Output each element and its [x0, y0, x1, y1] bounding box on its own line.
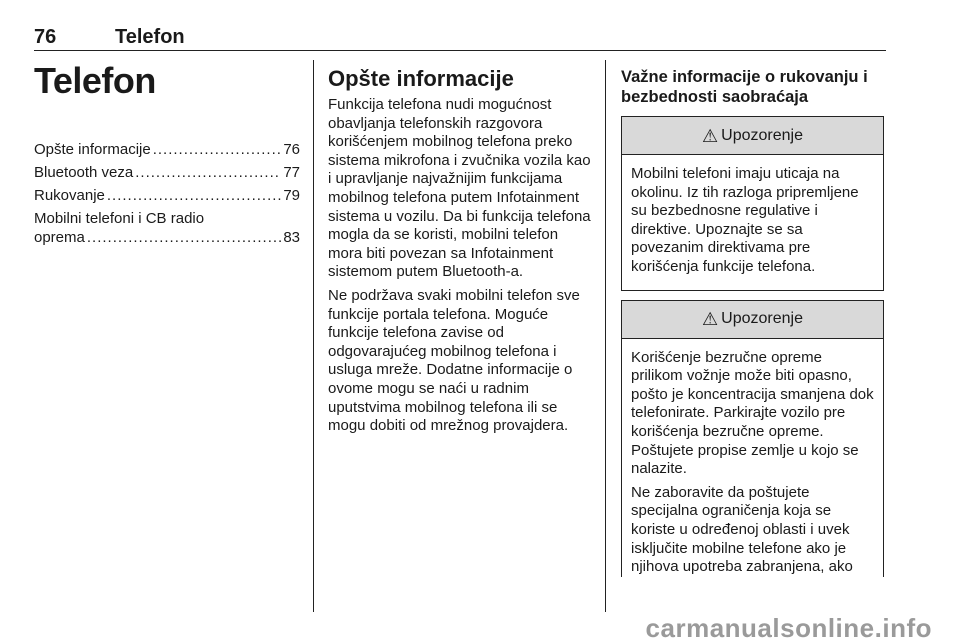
subsection-title: Važne informacije o rukovanju i bezbednosti saobraćaja: [621, 68, 868, 106]
warning-triangle-icon: ⚠: [702, 309, 719, 330]
paragraph: Funkcija telefona nudi mogućnost obavljanja telefonskih razgovora korišćenjem mobilnog telefona preko sistema mikrofona i zvučnika vozila kao i upravljanje najvažnijim funkcijama mobilnog telefona putem Infotainment sistema u vozilu. Da bi funkcija telefona mogla da se koristi, mobilni telefon mora biti povezan sa Infotainment sistemom putem Bluetooth-a.: [328, 96, 591, 281]
warning-label: Upozorenje: [721, 310, 803, 328]
toc-label-continued: oprema: [34, 229, 85, 246]
chapter-title: Telefon: [34, 60, 156, 101]
toc-label: Mobilni telefoni i CB radio: [34, 210, 205, 227]
column-safety-info: [621, 58, 884, 586]
page-number: 76: [34, 26, 57, 48]
toc-page-number: 77: [283, 164, 300, 181]
toc-entry[interactable]: [34, 209, 300, 247]
toc-page-number: 76: [283, 141, 300, 158]
running-section-title: Telefon: [115, 26, 185, 48]
warning-box: [621, 116, 884, 291]
column-toc: [34, 58, 300, 251]
toc-leader: [87, 228, 281, 247]
toc-leader: [153, 140, 282, 159]
warning-text: Mobilni telefoni imaju uticaja na okolinu. Iz tih razloga pripremljene su bezbednosne regulative i direktive. Upoznajte se sa povezanim direktivama pre korišćenja funkcije telefona.: [631, 165, 859, 275]
column-general-info: [328, 58, 593, 441]
toc-entry[interactable]: [34, 186, 300, 205]
warning-body: [622, 339, 883, 577]
warning-label: Upozorenje: [721, 126, 803, 144]
warning-box: [621, 300, 884, 577]
toc-leader: [135, 163, 281, 182]
warning-triangle-icon: ⚠: [702, 125, 719, 146]
toc-label: Opšte informacije: [34, 141, 151, 158]
toc-label: Bluetooth veza: [34, 164, 134, 181]
page-header: [34, 26, 886, 51]
watermark: carmanualsonline.info: [645, 613, 932, 643]
toc-entry[interactable]: [34, 140, 300, 159]
warning-header: [622, 117, 883, 155]
warning-body: [622, 155, 883, 290]
toc-leader: [107, 186, 281, 205]
toc-page-number: 79: [283, 187, 300, 204]
warning-text: Korišćenje bezručne opreme prilikom vožnje može biti opasno, pošto je koncentracija smanjena dok telefonirate. Parkirajte vozilo pre korišćenja bezručne opreme. Poštujete propise zemlje u kojo se nalazite.: [631, 348, 874, 478]
table-of-contents: [34, 140, 300, 247]
toc-entry[interactable]: [34, 163, 300, 182]
warning-text: Ne zaboravite da poštujete specijalna ograničenja koja se koriste u određenoj oblasti i uvek isključite mobilne telefone ako je njihova upotreba zabranjena, ako: [631, 483, 853, 576]
column-divider: [605, 60, 606, 612]
paragraph: Ne podržava svaki mobilni telefon sve funkcije portala telefona. Moguće funkcije telefona zavise od odgovarajućeg mobilnog telefona i usluga mreže. Dodatne informacije o ovome mogu se naći u radnim uputstvima mobilnog telefona ili se mogu dobiti od mrežnog provajdera.: [328, 286, 580, 435]
column-divider: [313, 60, 314, 612]
toc-page-number: 83: [283, 229, 300, 246]
warning-header: [622, 301, 883, 339]
section-title: Opšte informacije: [328, 66, 514, 91]
toc-label: Rukovanje: [34, 187, 105, 204]
